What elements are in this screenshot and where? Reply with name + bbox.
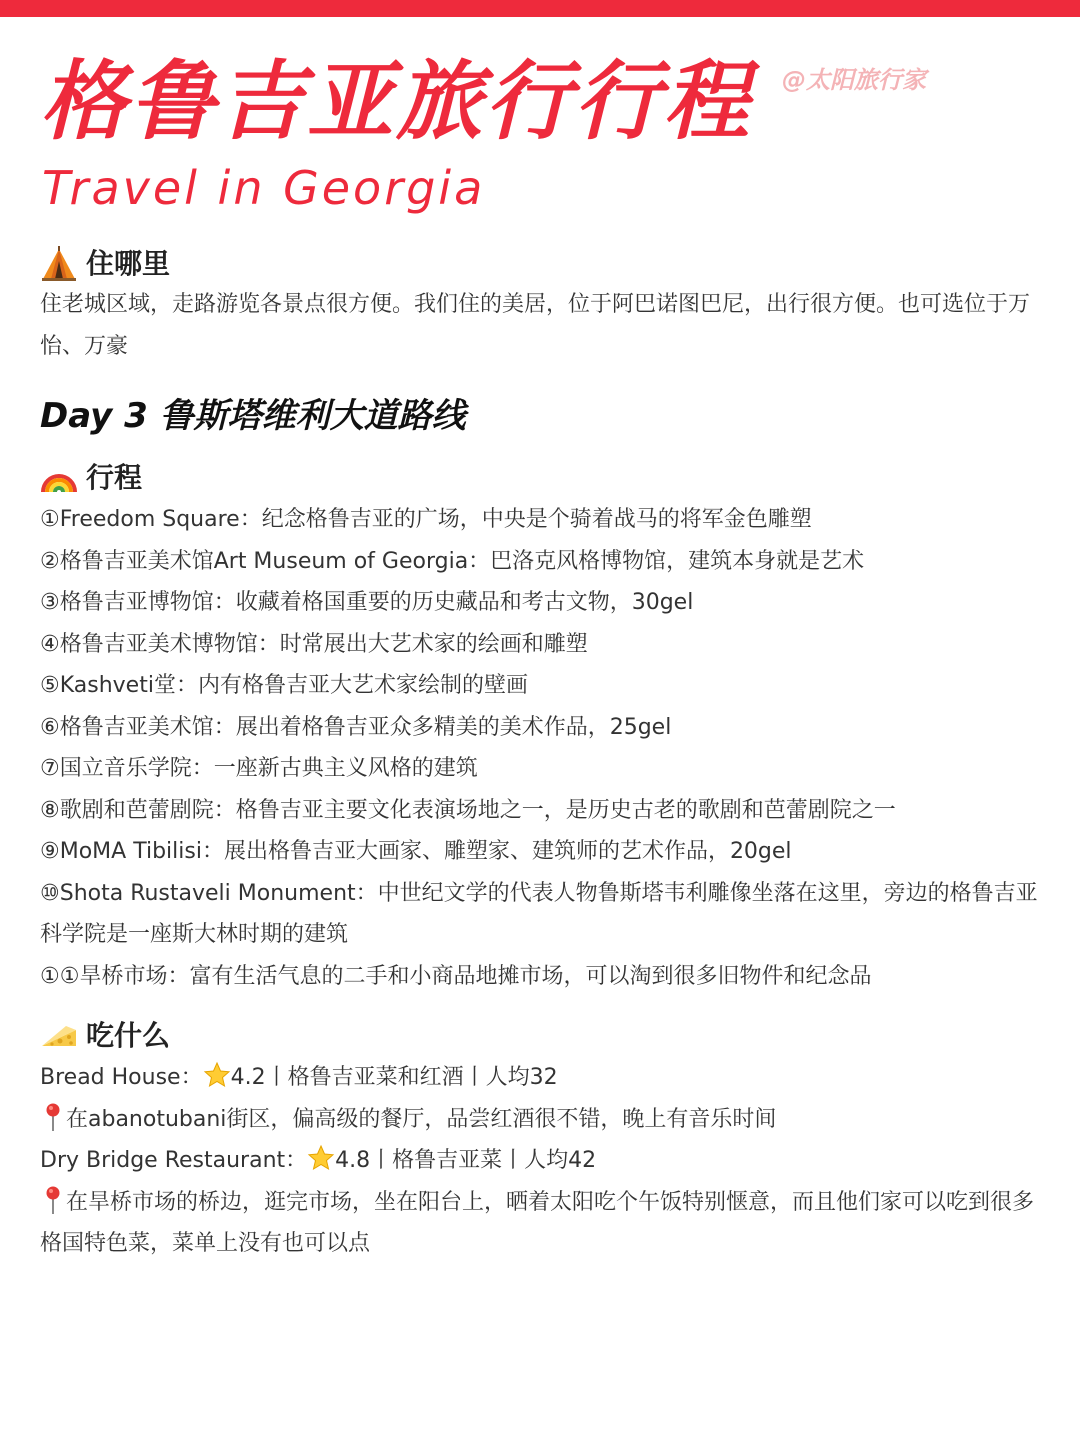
itinerary-heading <box>40 458 142 498</box>
restaurant-note <box>40 1099 1050 1141</box>
list-item: ⑥格鲁吉亚美术馆：展出着格鲁吉亚众多精美的美术作品，25gel <box>40 714 672 740</box>
list-item: ⑦国立音乐学院：一座新古典主义风格的建筑 <box>40 756 478 781</box>
list-item: ⑩Shota Rustaveli Monument：中世纪文学的代表人物鲁斯塔韦利雕像坐落在这里，旁边的格鲁吉亚科学院是一座斯大林时期的建筑 <box>40 880 1038 947</box>
restaurant-name: Dry Bridge Restaurant： <box>40 1148 308 1173</box>
restaurant-rating: 4.8 <box>335 1148 371 1173</box>
itinerary-list <box>40 499 1050 997</box>
stay-heading-label: 住哪里 <box>86 247 171 280</box>
food-heading <box>40 1016 170 1056</box>
day-title: Day 3 鲁斯塔维利大道路线 <box>40 396 466 436</box>
cheese-icon <box>40 1018 78 1054</box>
restaurant-line <box>40 1140 1050 1182</box>
list-item: ⑤Kashveti堂：内有格鲁吉亚大艺术家绘制的壁画 <box>40 673 528 698</box>
list-item: ①①旱桥市场：富有生活气息的二手和小商品地摊市场，可以淘到很多旧物件和纪念品 <box>40 963 872 989</box>
pin-icon <box>40 1102 66 1132</box>
page-subtitle: Travel in Georgia <box>42 161 486 215</box>
restaurant-name: Bread House： <box>40 1065 203 1090</box>
tent-icon <box>40 246 78 282</box>
restaurant-details: 丨格鲁吉亚菜丨人均42 <box>370 1148 597 1173</box>
food-heading-label: 吃什么 <box>86 1019 171 1052</box>
restaurant-note-text: 在旱桥市场的桥边，逛完市场，坐在阳台上，晒着太阳吃个午饭特别惬意，而且他们家可以吃到很多格国特色菜，菜单上没有也可以点 <box>40 1189 1035 1256</box>
list-item: ⑧歌剧和芭蕾剧院：格鲁吉亚主要文化表演场地之一，是历史古老的歌剧和芭蕾剧院之一 <box>40 797 896 823</box>
list-item: ④格鲁吉亚美术博物馆：时常展出大艺术家的绘画和雕塑 <box>40 631 588 657</box>
star-icon <box>307 1144 335 1172</box>
restaurant-details: 丨格鲁吉亚菜和红酒丨人均32 <box>265 1065 558 1090</box>
stay-heading <box>40 244 170 284</box>
pin-icon <box>40 1185 66 1215</box>
restaurant-line <box>40 1057 1050 1099</box>
list-item: ③格鲁吉亚博物馆：收藏着格国重要的历史藏品和考古文物，30gel <box>40 590 694 615</box>
restaurant-note <box>40 1182 1050 1265</box>
stay-text: 住老城区域，走路游览各景点很方便。我们住的美居，位于阿巴诺图巴尼，出行很方便。也可选位于万怡、万豪 <box>40 292 1031 359</box>
list-item: ①Freedom Square：纪念格鲁吉亚的广场，中央是个骑着战马的将军金色雕塑 <box>40 507 812 532</box>
rainbow-icon <box>40 460 78 496</box>
restaurant-rating: 4.2 <box>230 1065 266 1090</box>
top-accent-bar <box>0 0 1080 17</box>
list-item: ⑨MoMA Tibilisi：展出格鲁吉亚大画家、雕塑家、建筑师的艺术作品，20gel <box>40 839 792 864</box>
itinerary-heading-label: 行程 <box>86 461 143 494</box>
restaurant-note-text: 在abanotubani街区，偏高级的餐厅，品尝红酒很不错，晚上有音乐时间 <box>66 1106 777 1132</box>
page-title: 格鲁吉亚旅行行程 <box>40 52 752 152</box>
author-watermark: @太阳旅行家 <box>782 66 926 94</box>
food-list <box>40 1057 1050 1265</box>
star-icon <box>203 1061 231 1089</box>
list-item: ②格鲁吉亚美术馆Art Museum of Georgia：巴洛克风格博物馆，建筑本身就是艺术 <box>40 548 865 574</box>
